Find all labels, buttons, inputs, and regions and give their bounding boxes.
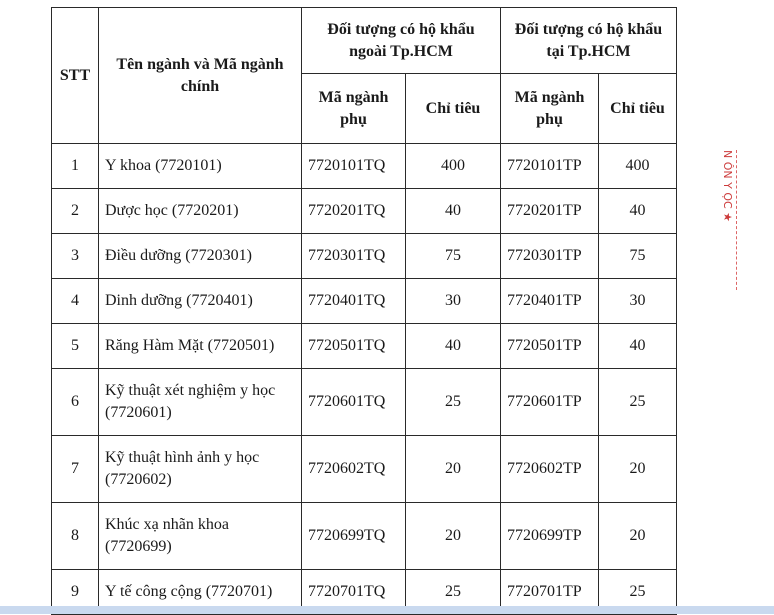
row-quota-inside: 400	[599, 144, 677, 189]
row-stt: 9	[52, 570, 99, 615]
row-stt: 2	[52, 189, 99, 234]
row-quota-inside: 40	[599, 324, 677, 369]
row-stt: 6	[52, 369, 99, 436]
row-sub-code-outside: 7720601TQ	[302, 369, 406, 436]
window-bottom-edge	[0, 606, 774, 614]
red-stamp-fragment: N ÔN Y ỌC ★	[721, 150, 734, 223]
header-quota-inside: Chỉ tiêu	[599, 74, 677, 144]
row-sub-code-outside: 7720401TQ	[302, 279, 406, 324]
row-quota-inside: 75	[599, 234, 677, 279]
row-major: Kỹ thuật hình ảnh y học (7720602)	[99, 436, 302, 503]
table-row	[52, 503, 677, 570]
row-stt: 7	[52, 436, 99, 503]
row-major: Kỹ thuật xét nghiệm y học (7720601)	[99, 369, 302, 436]
row-sub-code-inside: 7720699TP	[501, 503, 599, 570]
header-quota-outside: Chỉ tiêu	[406, 74, 501, 144]
row-sub-code-outside: 7720201TQ	[302, 189, 406, 234]
row-major: Y tế công cộng (7720701)	[99, 570, 302, 615]
row-quota-outside: 25	[406, 369, 501, 436]
row-stt: 8	[52, 503, 99, 570]
row-sub-code-inside: 7720602TP	[501, 436, 599, 503]
table-row	[52, 324, 677, 369]
row-quota-outside: 20	[406, 503, 501, 570]
row-quota-inside: 20	[599, 503, 677, 570]
row-sub-code-inside: 7720201TP	[501, 189, 599, 234]
row-sub-code-outside: 7720602TQ	[302, 436, 406, 503]
table-row	[52, 234, 677, 279]
row-quota-inside: 25	[599, 570, 677, 615]
table-row	[52, 144, 677, 189]
row-sub-code-outside: 7720101TQ	[302, 144, 406, 189]
row-major: Răng Hàm Mặt (7720501)	[99, 324, 302, 369]
table-row	[52, 369, 677, 436]
header-stt: STT	[52, 8, 99, 144]
header-sub-code-outside: Mã ngành phụ	[302, 74, 406, 144]
row-stt: 5	[52, 324, 99, 369]
row-sub-code-outside: 7720701TQ	[302, 570, 406, 615]
table-row	[52, 279, 677, 324]
row-quota-inside: 30	[599, 279, 677, 324]
row-stt: 3	[52, 234, 99, 279]
header-sub-code-inside: Mã ngành phụ	[501, 74, 599, 144]
row-stt: 4	[52, 279, 99, 324]
row-sub-code-inside: 7720601TP	[501, 369, 599, 436]
row-major: Điều dưỡng (7720301)	[99, 234, 302, 279]
header-group-outside-hcm: Đối tượng có hộ khẩu ngoài Tp.HCM	[302, 8, 501, 74]
row-major: Y khoa (7720101)	[99, 144, 302, 189]
row-sub-code-inside: 7720401TP	[501, 279, 599, 324]
header-major: Tên ngành và Mã ngành chính	[99, 8, 302, 144]
row-stt: 1	[52, 144, 99, 189]
row-major: Dinh dưỡng (7720401)	[99, 279, 302, 324]
header-group-inside-hcm: Đối tượng có hộ khẩu tại Tp.HCM	[501, 8, 677, 74]
row-quota-outside: 25	[406, 570, 501, 615]
row-sub-code-outside: 7720301TQ	[302, 234, 406, 279]
row-sub-code-inside: 7720301TP	[501, 234, 599, 279]
row-major: Dược học (7720201)	[99, 189, 302, 234]
row-quota-outside: 20	[406, 436, 501, 503]
row-quota-outside: 75	[406, 234, 501, 279]
row-sub-code-inside: 7720701TP	[501, 570, 599, 615]
row-quota-outside: 40	[406, 324, 501, 369]
row-quota-inside: 25	[599, 369, 677, 436]
row-quota-inside: 20	[599, 436, 677, 503]
table-row	[52, 189, 677, 234]
table-row	[52, 436, 677, 503]
admission-quota-table	[51, 7, 677, 615]
row-quota-outside: 30	[406, 279, 501, 324]
row-quota-outside: 400	[406, 144, 501, 189]
row-sub-code-inside: 7720101TP	[501, 144, 599, 189]
row-sub-code-inside: 7720501TP	[501, 324, 599, 369]
row-quota-inside: 40	[599, 189, 677, 234]
row-major: Khúc xạ nhãn khoa (7720699)	[99, 503, 302, 570]
row-quota-outside: 40	[406, 189, 501, 234]
row-sub-code-outside: 7720501TQ	[302, 324, 406, 369]
stamp-divider	[736, 150, 738, 290]
row-sub-code-outside: 7720699TQ	[302, 503, 406, 570]
